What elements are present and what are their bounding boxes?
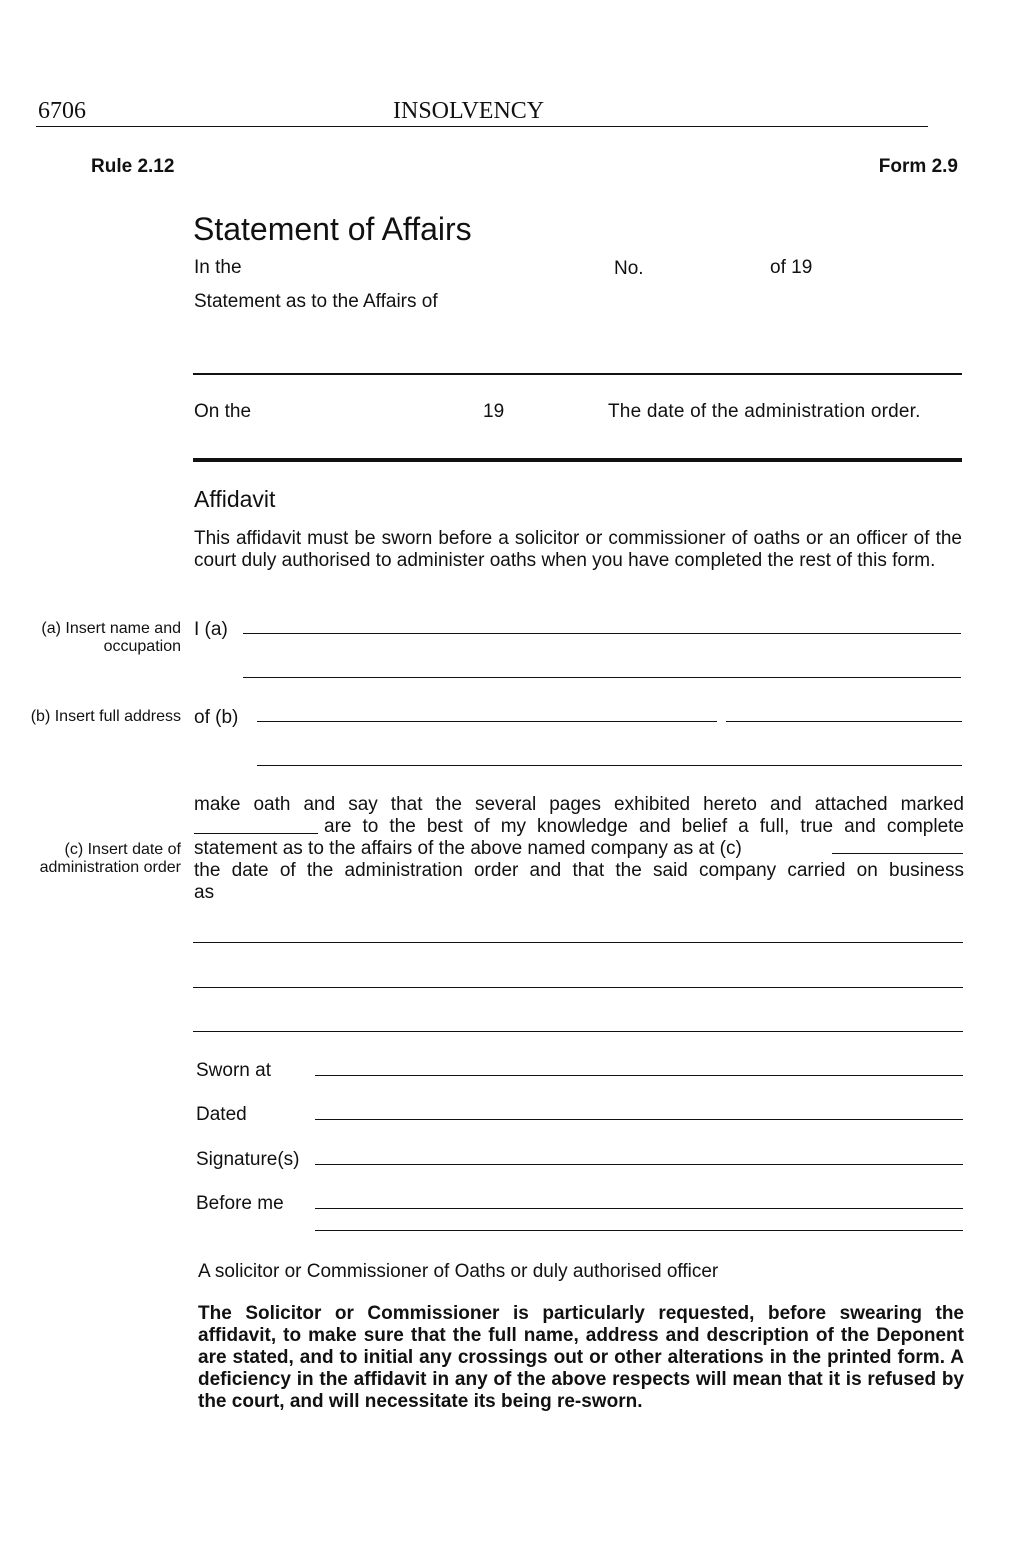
before-me-label: Before me (196, 1193, 284, 1214)
rule-reference: Rule 2.12 (91, 156, 175, 177)
note-c: (c) Insert date of administration order (39, 841, 181, 876)
affairs-of-label: Statement as to the Affairs of (194, 291, 438, 312)
dated-label: Dated (196, 1104, 247, 1125)
date-year-label: 19 (483, 401, 505, 422)
before-me-line-2 (315, 1230, 963, 1231)
address-line-2 (257, 765, 962, 766)
oath-line-3: statement as to the affairs of the above named company as at (c) (194, 838, 742, 859)
before-me-line-1 (315, 1208, 963, 1209)
solicitor-warning: The Solicitor or Commissioner is particularly requested, before swearing the affidavit, to make sure that the full name, address and description of the Deponent are stated, and to initial any crossings out or other alterations in the printed form. A deficiency in the affidavit in any of the above respects will mean that it is refused by the court, and will necessitate its being re-sworn. (198, 1303, 964, 1412)
field-a-label: I (a) (194, 619, 228, 640)
signatures-label: Signature(s) (196, 1149, 300, 1170)
form-title: Statement of Affairs (193, 211, 472, 247)
section-divider (193, 458, 962, 462)
oath-line-5: as (194, 882, 215, 903)
dated-line (315, 1119, 963, 1120)
address-line-1a (257, 721, 717, 722)
officer-note: A solicitor or Commissioner of Oaths or duly authorised officer (198, 1261, 719, 1282)
business-line-3 (193, 1031, 963, 1032)
address-line-1b (726, 721, 962, 722)
date-note: The date of the administration order. (608, 401, 921, 422)
form-reference: Form 2.9 (878, 156, 958, 177)
note-a: (a) Insert name and occupation (41, 620, 181, 655)
field-b-label: of (b) (194, 707, 239, 728)
date-blank (832, 853, 963, 854)
oath-line-1: make oath and say that the several pages exhibited hereto and attached marked (194, 794, 964, 815)
company-name-line (193, 373, 962, 375)
year-label: of 19 (770, 257, 813, 278)
in-the-label: In the (194, 257, 242, 278)
oath-line-2: are to the best of my knowledge and belief a full, true and complete (324, 816, 964, 837)
header-rule (36, 126, 928, 127)
running-title: INSOLVENCY (393, 98, 545, 124)
signatures-line (315, 1164, 963, 1165)
page-number: 6706 (38, 98, 86, 124)
sworn-at-line (315, 1075, 963, 1076)
marked-blank (194, 833, 318, 834)
business-line-2 (193, 987, 963, 988)
sworn-at-label: Sworn at (196, 1060, 271, 1081)
business-line-1 (193, 942, 963, 943)
affidavit-intro: This affidavit must be sworn before a solicitor or commissioner of oaths or an officer of the court duly authorised to administer oaths when you have completed the rest of this form. (194, 528, 962, 571)
affidavit-heading: Affidavit (194, 486, 276, 512)
oath-line-4: the date of the administration order and that the said company carried on business (194, 860, 964, 881)
number-label: No. (614, 258, 644, 279)
name-line-2 (243, 677, 961, 678)
on-the-label: On the (194, 401, 252, 422)
name-line-1 (243, 633, 961, 634)
note-b: (b) Insert full address (30, 708, 181, 725)
